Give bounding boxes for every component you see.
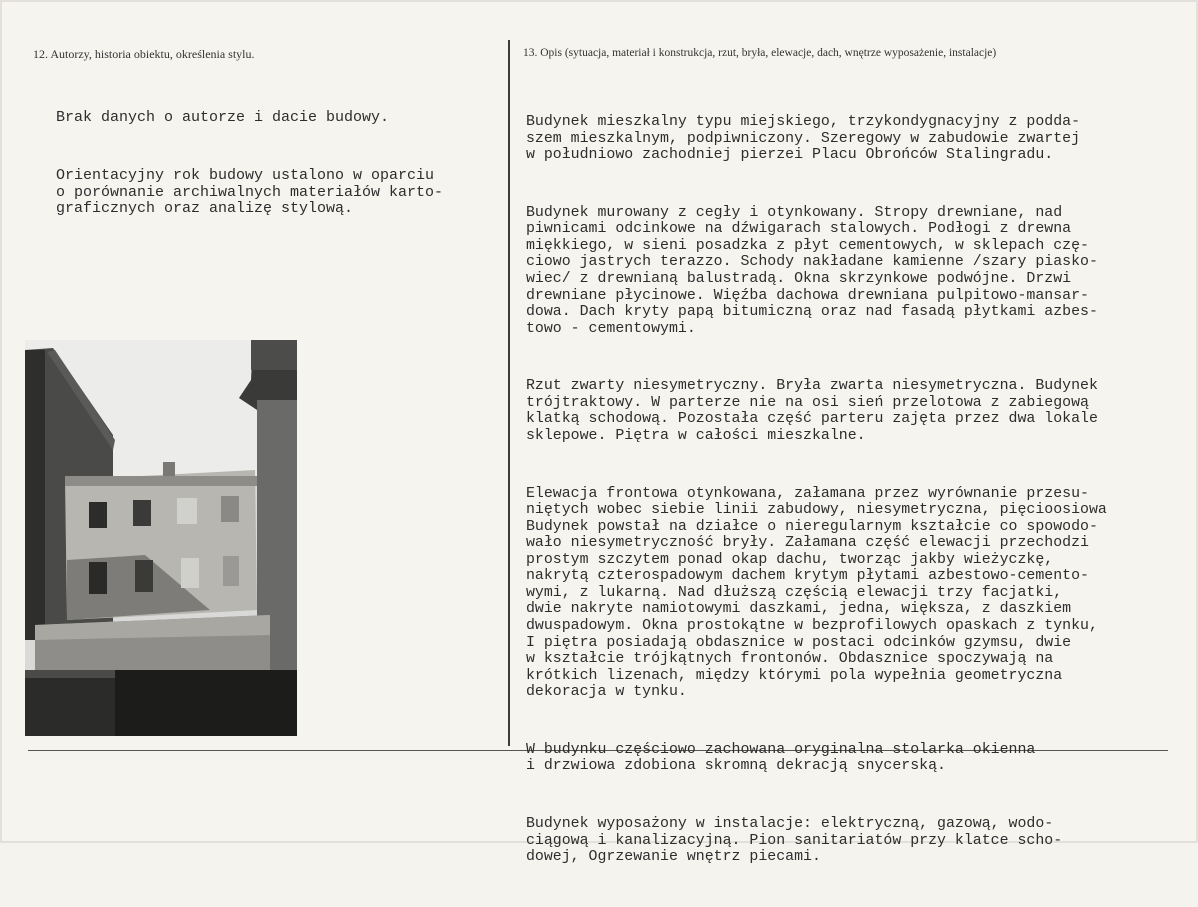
left-paragraph: Brak danych o autorze i dacie budowy. xyxy=(56,109,390,127)
section-12-text xyxy=(56,77,443,259)
right-paragraph: Budynek mieszkalny typu miejskiego, trzykondygnacyjny z podda- szem mieszkalnym, podpiwniczony. Szeregowy w zabudowie zwartej w południowo zachodniej pierzei Placu Obrońców Stalingradu. xyxy=(526,114,1081,164)
right-paragraph: Elewacja frontowa otynkowana, załamana przez wyrównanie przesu- niętych wobec siebie linii zabudowy, niesymetryczna, pięcioosiowa Budynek powstał na działce o nieregularnym kształcie co spowodo- wało niesymetryczność bryły. Załamana część elewacji przechodzi prostym szczytem ponad okap dachu, tworząc jakby wieżyczkę, nakrytą czterospadowym dachem krytym płytami azbestowo-cemento- wymi, z lukarną. Nad dłuższą częścią elewacji trzy facjatki, dwie nakryte namiotowymi daszkami, jedna, większa, z daszkiem dwuspadowym. Okna prostokątne w bezprofilowych opaskach z tynku, I piętra posiadają obdasznice w postaci odcinków gzymsu, dwie w kształcie trójkątnych frontonów. Obdasznice spoczywają na krótkich lizenach, między którymi pola wypełnia geometryczna dekoracja w tynku. xyxy=(526,485,1107,701)
section-13-heading: 13. Opis (sytuacja, materiał i konstrukcja, rzut, bryła, elewacje, dach, wnętrze wyposażenie, instalacje) xyxy=(523,47,997,59)
right-paragraph: Rzut zwarty niesymetryczny. Bryła zwarta niesymetryczna. Budynek trójtraktowy. W parterze nie na osi sień przelotowa z zabiegową klatką schodową. Pozostała część parteru zajęta przez dwa lokale sklepowe. Piętra w całości mieszkalne. xyxy=(526,378,1098,444)
building-photo-drawing xyxy=(25,340,297,736)
section-12-heading: 12. Autorzy, historia obiektu, określenia stylu. xyxy=(33,47,255,61)
right-paragraph: Budynek murowany z cegły i otynkowany. Stropy drewniane, nad piwnicami odcinkowe na dźwigarach stalowych. Podłogi z drewna miękkiego, w sieni posadzka z płyt cementowych, w sklepach czę- ciowo jastrych terazzo. Schody nakładane kamienne /szary piasko- wiec/ z drewnianą balustradą. Okna skrzynkowe podwójne. Drzwi drewniane płycinowe. Więźba dachowa drewniana pulpitowo-mansar- dowa. Dach kryty papą bitumiczną oraz nad fasadą płytkami azbes- towo - cementowymi. xyxy=(526,204,1098,337)
building-photo xyxy=(25,340,297,736)
right-paragraph: Budynek wyposażony w instalacje: elektryczną, gazową, wodo- ciągową i kanalizacyjną. Pion sanitariatów przy klatce scho- dowej, Ogrzewanie wnętrz piecami. xyxy=(526,815,1063,866)
left-paragraph: Orientacyjny rok budowy ustalono w oparciu o porównanie archiwalnych materiałów karto- graficznych oraz analizę stylową. xyxy=(56,166,444,218)
section-13-text xyxy=(526,81,1107,907)
column-divider xyxy=(508,40,510,746)
right-paragraph: W budynku częściowo zachowana oryginalna stolarka okienna i drzwiowa zdobiona skromną dekracją snycerską. xyxy=(526,741,1036,775)
